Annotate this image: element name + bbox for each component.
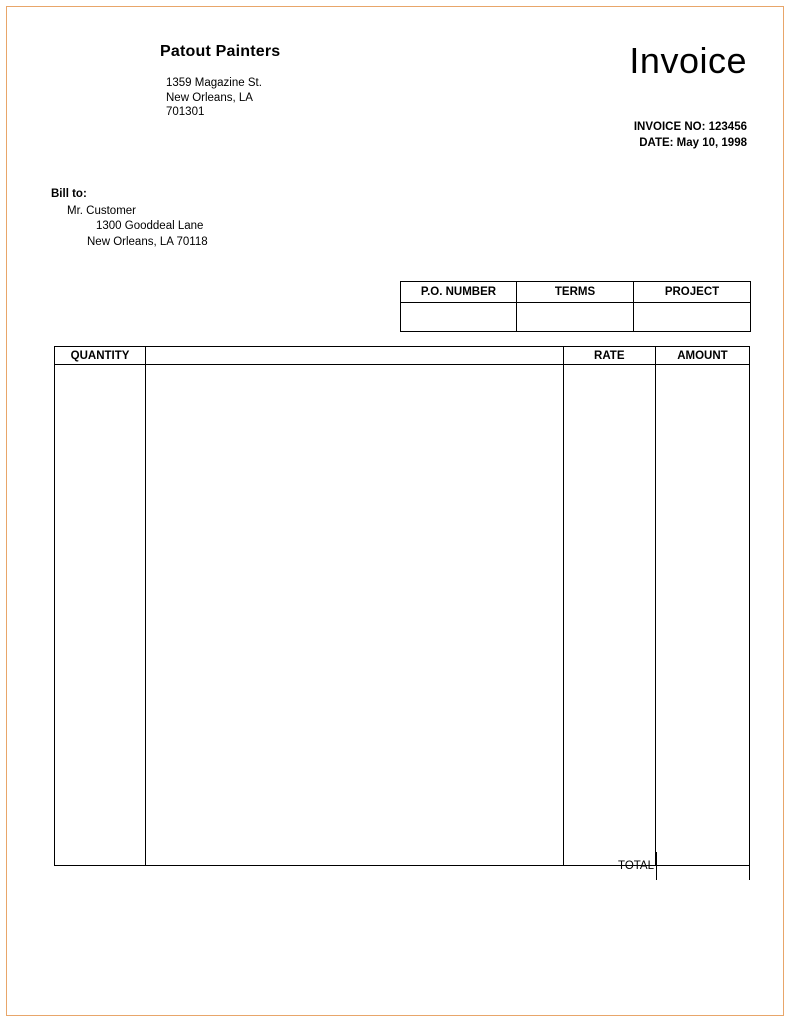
rate-header: RATE [563,347,655,365]
bill-to-street: 1300 Gooddeal Lane [96,220,204,232]
invoice-date: DATE: May 10, 1998 [639,137,747,149]
amount-header: AMOUNT [655,347,749,365]
bill-to-label: Bill to: [51,188,87,200]
company-address-line-3: 701301 [166,106,205,118]
po-table-value-row [401,303,751,332]
po-number-value[interactable] [401,303,517,332]
po-number-header: P.O. NUMBER [401,282,517,303]
bill-to-city-state-zip: New Orleans, LA 70118 [87,236,208,248]
invoice-meta [634,119,747,151]
project-header: PROJECT [634,282,751,303]
page-border [6,6,784,1016]
total-row [54,852,750,880]
line-items-header-row [55,347,750,365]
description-entry-area[interactable] [146,365,564,866]
company-address-line-1: 1359 Magazine St. [166,77,262,89]
line-items-table [54,346,750,866]
document-title: Invoice [629,40,747,81]
quantity-entry-area[interactable] [55,365,146,866]
invoice-sheet [7,7,785,1017]
line-items-body-row [55,365,750,866]
amount-entry-area[interactable] [655,365,749,866]
po-table-header-row [401,282,751,303]
description-header [146,347,564,365]
rate-entry-area[interactable] [563,365,655,866]
company-address [166,76,262,120]
company-name: Patout Painters [160,43,281,60]
po-terms-project-table [400,281,751,332]
terms-value[interactable] [517,303,634,332]
total-value[interactable] [656,852,750,880]
company-address-line-2: New Orleans, LA [166,91,253,104]
total-label: TOTAL [618,860,654,872]
terms-header: TERMS [517,282,634,303]
quantity-header: QUANTITY [55,347,146,365]
invoice-number: INVOICE NO: 123456 [633,121,747,133]
project-value[interactable] [634,303,751,332]
bill-to-name: Mr. Customer [67,205,137,217]
